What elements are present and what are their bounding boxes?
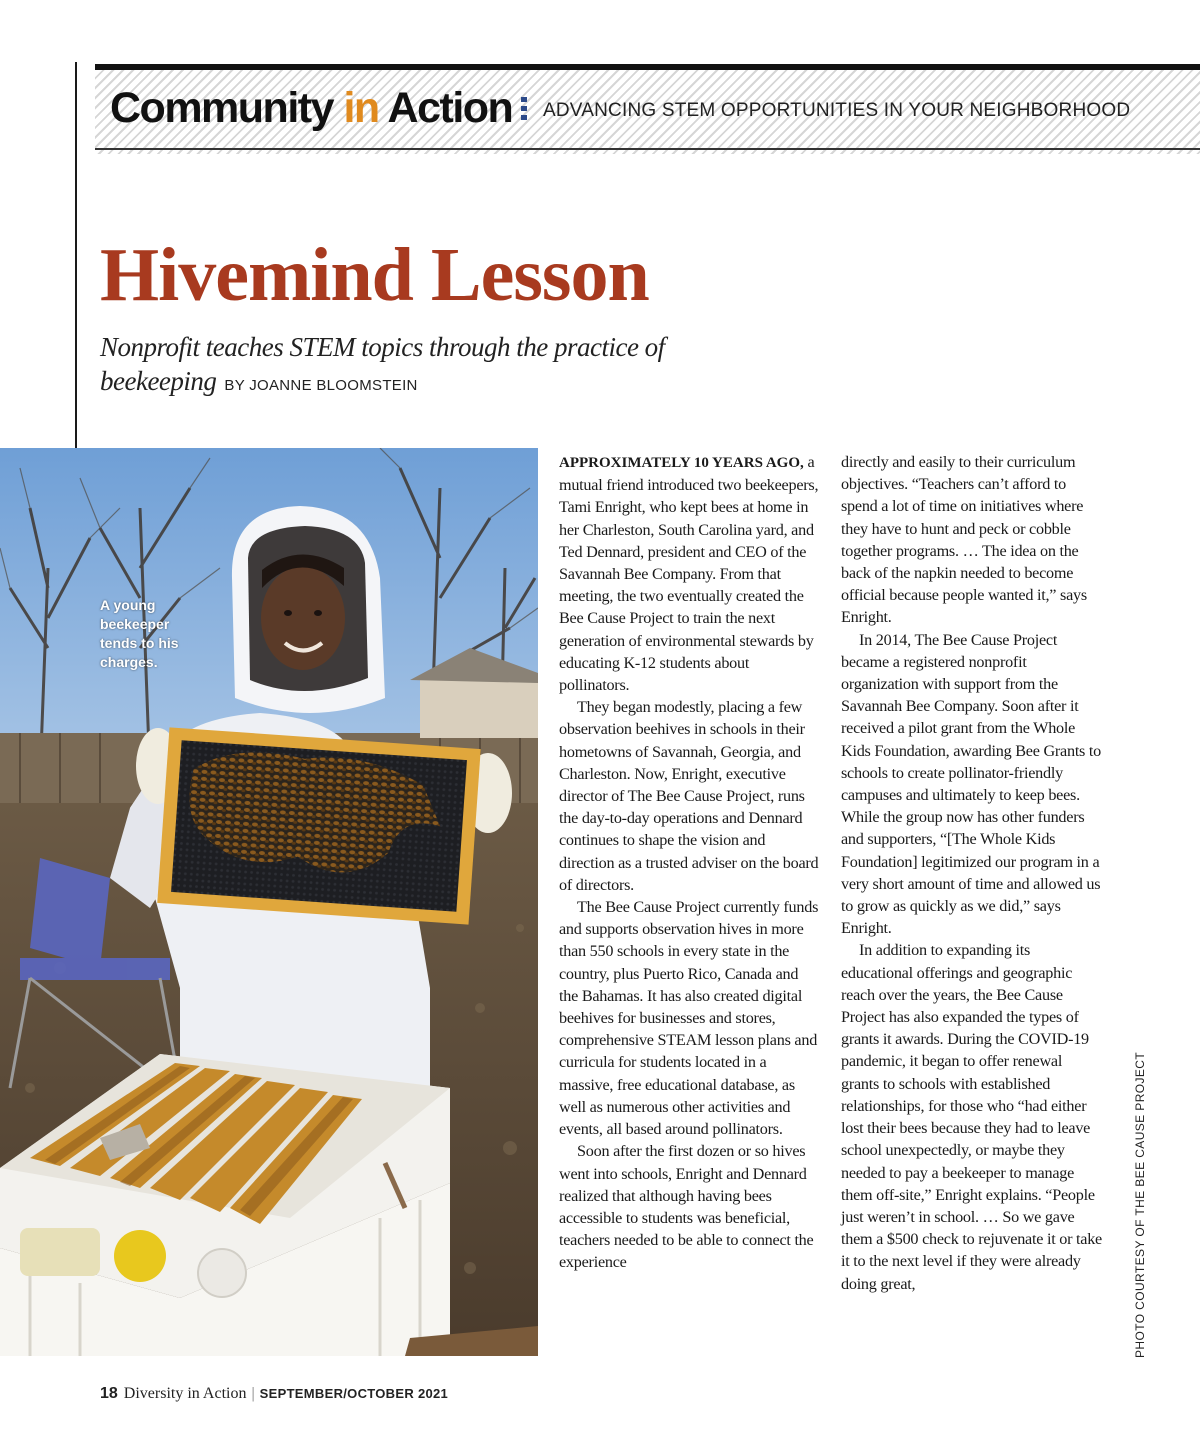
paragraph-4: Soon after the first dozen or so hives went into schools, Enright and Dennard realized that although having bees accessible to students was beneficial, teachers needed to be able to connect the experience [559,1142,814,1272]
body-column-1 [559,451,821,1274]
deck-text: Nonprofit teaches STEM topics through the practice of beekeeping [100,332,665,396]
article-deck [100,330,720,403]
byline: BY JOANNE BLOOMSTEIN [224,377,418,394]
paragraph-3: The Bee Cause Project currently funds and supports observation hives in more than 550 schools in every state in the country, plus Puerto Rico, Canada and the Bahamas. It has also created digital beehives for businesses and stores, comprehensive STEAM lesson plans and curricula for students located in a massive, free educational database, as well as numerous other activities and events, all based around pollinators. [559,898,819,1139]
department-title-part1: Community [110,84,333,132]
folio-divider: | [251,1385,255,1402]
paragraph-4-continued: directly and easily to their curriculum objectives. “Teachers can’t afford to spend a lot of time on initiatives where they have to hunt and peck or cobble together programs. … The idea on the back of the napkin needed to become official because people wanted it,” says Enright. [841,453,1087,627]
paragraph-6: In addition to expanding its educational offerings and geographic reach over the years, the Bee Cause Project has also expanded the types of grants it awards. During the COVID-19 pandemic, it began to offer renewal grants to schools with established relationships, for those who “had either lost their bees because they had to leave school unexpectedly, or maybe they needed to pay a beekeeper to manage them off-site,” Enright explains. “People just weren’t in school. … So we gave them a $500 check to rejuvenate it or take it to the next level if they were already doing great, [841,941,1102,1293]
dotted-separator-icon [521,97,527,129]
page-folio [100,1385,448,1403]
photo-caption: A young beekeeper tends to his charges. [100,597,179,670]
header-bottom-rule [95,148,1200,150]
paragraph-2: They began modestly, placing a few observation beehives in schools in their hometowns of Savannah, Georgia, and Charleston. Now, Enright, executive director of The Bee Cause Project, runs the day-to-day operations and Dennard continues to shape the vision and direction as a trusted adviser on the board of directors. [559,698,819,894]
paragraph-1 [559,451,821,696]
article-headline: Hivemind Lesson [100,233,649,317]
magazine-name: Diversity in Action [123,1385,247,1402]
left-vertical-rule [75,62,77,448]
paragraph-5: In 2014, The Bee Cause Project became a registered nonprofit organization with support from the Savannah Bee Company. Soon after it received a pilot grant from the Whole Kids Foundation, awarding Bee Grants to schools to create pollinator-friendly campuses and ultimately to keep bees. While the group now has other funders and supporters, “[The Whole Kids Foundation] legitimized our program in a very short amount of time and allowed us to grow as quickly as we did,” says Enright. [841,630,1101,938]
department-title-accent: in [343,84,379,132]
body-column-2 [841,451,1103,1295]
page-number: 18 [100,1385,118,1402]
lead-in: APPROXIMATELY 10 YEARS AGO, [559,455,804,471]
department-tagline: ADVANCING STEM OPPORTUNITIES IN YOUR NEIGHBORHOOD [543,100,1131,121]
paragraph-1-text: a mutual friend introduced two beekeepers, Tami Enright, who kept bees at home in her Charleston, South Carolina yard, and Ted Dennard, president and CEO of the Savannah Bee Company. From that meeting, the two eventually created the Bee Cause Project to train the next generation of environmental stewards by educating K-12 students about pollinators. [559,453,819,695]
issue-date: SEPTEMBER/OCTOBER 2021 [259,1386,449,1401]
article-photo [0,448,538,1356]
department-title-part3: Action [387,84,513,132]
photo-credit: PHOTO COURTESY OF THE BEE CAUSE PROJECT [1133,1051,1147,1358]
department-title [110,84,512,133]
